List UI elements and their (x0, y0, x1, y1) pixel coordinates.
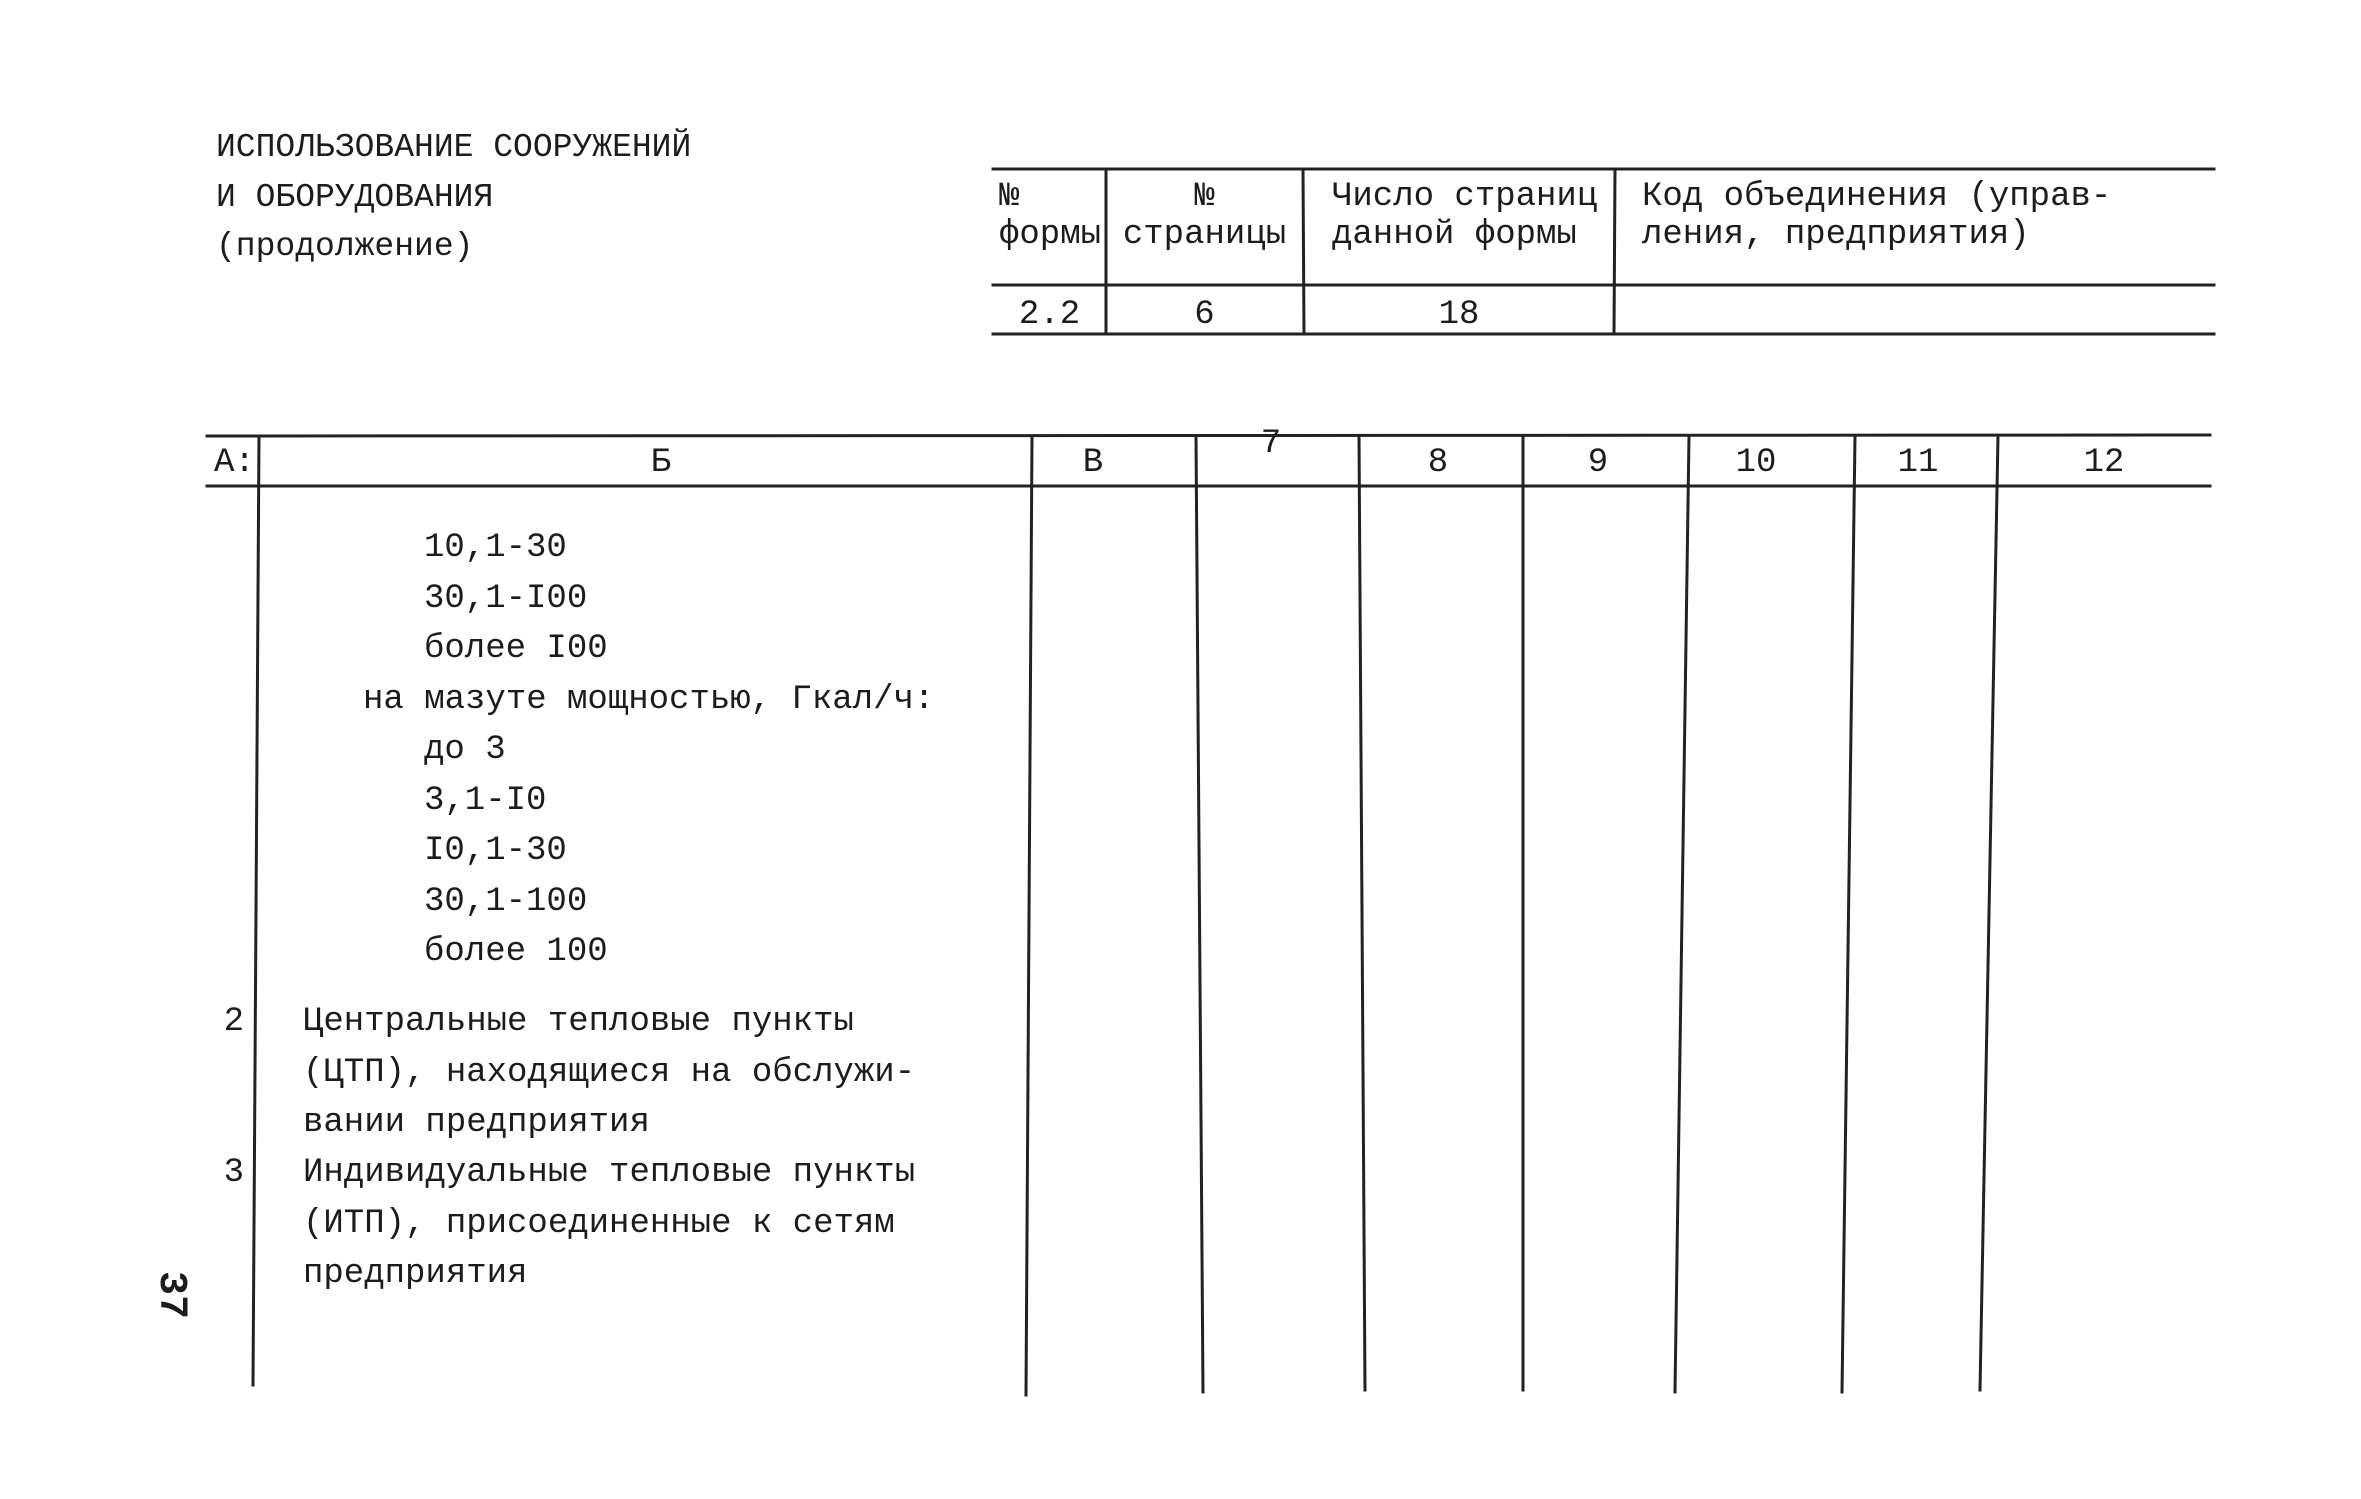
label-line: формы (999, 216, 1102, 254)
main-table-rule-top (207, 435, 2210, 436)
form-number-label (999, 178, 1101, 254)
label-line: Код объединения (управ- (1642, 178, 2112, 216)
row-line: (ИТП), присоединенные к сетям (303, 1204, 895, 1243)
label-line: № (999, 178, 1020, 216)
main-table-col-divider (1842, 436, 1855, 1392)
row-line: вании предприятия (303, 1104, 650, 1142)
label-line: Число страниц (1332, 178, 1598, 216)
title-line: (продолжение) (216, 228, 474, 265)
page-count-value: 18 (1438, 296, 1480, 334)
row-line: Индивидуальные тепловые пункты (303, 1154, 916, 1192)
row-number: 3 (223, 1154, 244, 1192)
row-line: на мазуте мощностью, Гкал/ч: (363, 680, 935, 719)
row-line: 10,1-30 (424, 529, 567, 567)
column-header-9: 9 (1587, 444, 1609, 482)
form-number-value: 2.2 (1018, 296, 1081, 334)
row-line: 30,1-I00 (424, 579, 588, 618)
main-table-col-divider (253, 436, 259, 1385)
table-row (303, 1148, 915, 1300)
row-line: предприятия (303, 1255, 528, 1293)
document-title (216, 123, 691, 272)
page-number-label (1106, 178, 1303, 254)
label-line: данной формы (1332, 216, 1577, 254)
table-row (303, 997, 915, 1149)
column-header-v: В (1082, 444, 1104, 482)
column-header-12: 12 (2083, 444, 2125, 482)
main-table-col-divider (1026, 436, 1032, 1395)
label-line: № (1194, 178, 1215, 216)
main-table-col-divider (1359, 436, 1365, 1390)
organization-code-label (1642, 178, 2111, 254)
column-header-7: 7 (1260, 425, 1282, 463)
label-line: страницы (1122, 216, 1287, 254)
row-line: I0,1-30 (424, 832, 567, 870)
main-table-col-divider (1675, 436, 1689, 1392)
table-row (363, 523, 995, 978)
main-table-col-divider (1196, 436, 1203, 1392)
column-header-a: А: (214, 444, 255, 482)
column-header-8: 8 (1427, 444, 1449, 482)
row-line: 3,1-I0 (424, 781, 547, 820)
column-header-b: Б (650, 444, 672, 482)
row-line: более 100 (424, 933, 608, 971)
row-line: Центральные тепловые пункты (303, 1003, 854, 1041)
row-line: (ЦТП), находящиеся на обслужи- (303, 1053, 916, 1092)
row-number: 2 (223, 1003, 244, 1041)
row-line: до 3 (424, 731, 506, 769)
page-number: 37 (148, 1270, 193, 1319)
label-line: ления, предприятия) (1642, 216, 2030, 254)
column-header-11: 11 (1897, 444, 1939, 482)
main-table-col-divider (1980, 436, 1998, 1390)
page-number-value: 6 (1194, 296, 1215, 334)
row-line: 30,1-100 (424, 882, 588, 921)
row-line: более I00 (424, 630, 608, 668)
page-count-label (1332, 178, 1597, 254)
column-header-10: 10 (1735, 444, 1777, 482)
title-line: ИСПОЛЬЗОВАНИЕ СООРУЖЕНИЙ (216, 129, 692, 166)
title-line: И ОБОРУДОВАНИЯ (216, 178, 494, 216)
